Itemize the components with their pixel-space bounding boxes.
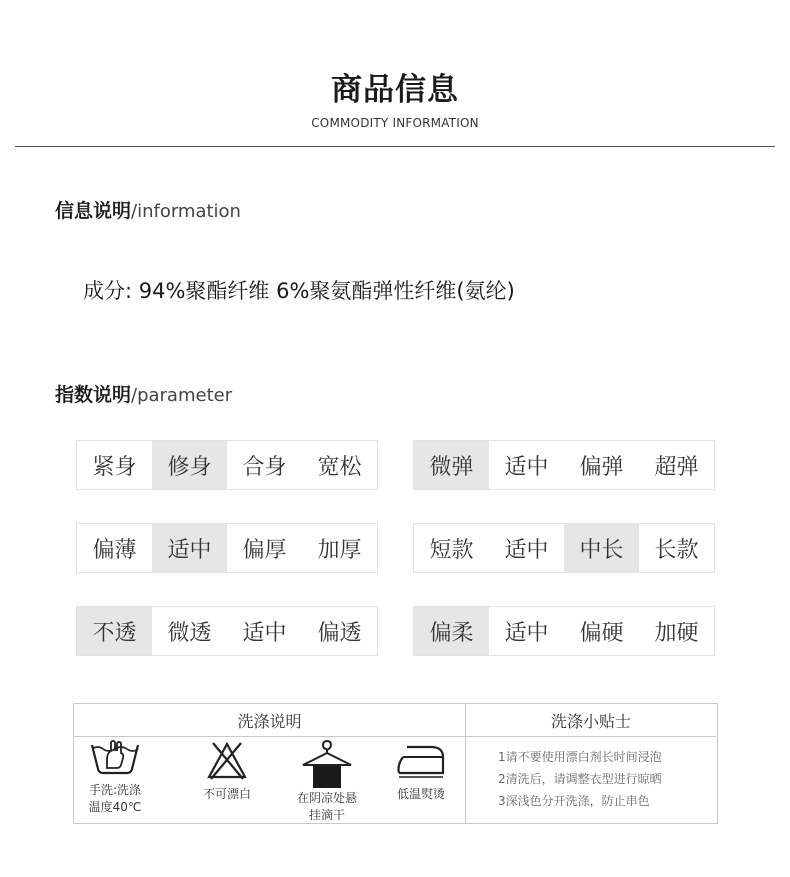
param-option: 适中 [504,454,549,480]
param-option: 紧身 [92,454,137,480]
care-instructions-title: 洗涤说明 [74,704,465,737]
low-iron-label: 低温熨烫 [396,787,445,801]
param-option-selected: 中长 [564,524,639,572]
composition-text: 成分: 94%聚酯纤维 6%聚氨酯弹性纤维(氨纶) [83,279,515,303]
no-bleach-label: 不可漂白 [202,787,251,801]
param-option-selected: 偏柔 [414,607,489,655]
care-table [73,703,718,824]
low-iron-item [384,739,458,802]
care-tips-title: 洗涤小贴士 [466,704,716,737]
param-group-softness [413,606,715,656]
param-option: 适中 [504,620,549,646]
header-divider [15,146,775,147]
param-option: 偏厚 [242,537,287,563]
param-option: 宽松 [317,454,362,480]
care-tip: 1请不要使用漂白剂长时间浸泡 [498,750,662,764]
param-heading-en: /parameter [131,385,233,406]
info-heading-cn: 信息说明 [55,200,132,222]
care-instructions [74,704,466,823]
param-option: 偏透 [317,620,362,646]
no-bleach-icon [204,739,250,781]
care-tips [466,704,716,823]
info-heading-en: /information [131,201,241,222]
param-section-heading [55,380,232,407]
param-group-thickness [76,523,378,573]
hand-wash-label-2: 温度40℃ [88,800,142,814]
param-group-elasticity [413,440,715,490]
hang-dry-item [282,739,372,823]
param-group-fit [76,440,378,490]
hang-dry-label-1: 在阴凉处悬 [296,791,357,805]
param-option: 长款 [654,537,699,563]
page-title: 商品信息 [331,72,459,108]
param-option: 合身 [242,454,287,480]
param-group-transparency [76,606,378,656]
param-option: 短款 [429,537,474,563]
param-group-length [413,523,715,573]
param-option-selected: 不透 [77,607,152,655]
page-subtitle: COMMODITY INFORMATION [311,116,479,130]
care-tip: 3深浅色分开洗涤，防止串色 [498,794,650,808]
param-option: 加厚 [317,537,362,563]
hang-dry-label-2: 挂滴干 [308,808,345,822]
no-bleach-item [187,739,267,802]
hand-wash-icon [88,739,142,781]
param-option: 微透 [167,620,212,646]
param-option: 适中 [242,620,287,646]
param-option: 偏弹 [579,454,624,480]
hand-wash-label-1: 手洗:洗涤 [88,783,142,797]
param-option: 偏硬 [579,620,624,646]
param-option-selected: 适中 [152,524,227,572]
hang-dry-shade-icon [299,739,355,791]
param-option: 偏薄 [92,537,137,563]
info-section-heading [55,196,241,223]
param-option-selected: 修身 [152,441,227,489]
care-tips-list [466,737,716,812]
low-iron-icon [393,739,449,781]
hand-wash-item [80,739,150,815]
param-heading-cn: 指数说明 [55,384,132,406]
param-option: 超弹 [654,454,699,480]
param-option: 适中 [504,537,549,563]
care-tip: 2清洗后，请调整衣型进行晾晒 [498,772,662,786]
param-option: 加硬 [654,620,699,646]
param-option-selected: 微弹 [414,441,489,489]
